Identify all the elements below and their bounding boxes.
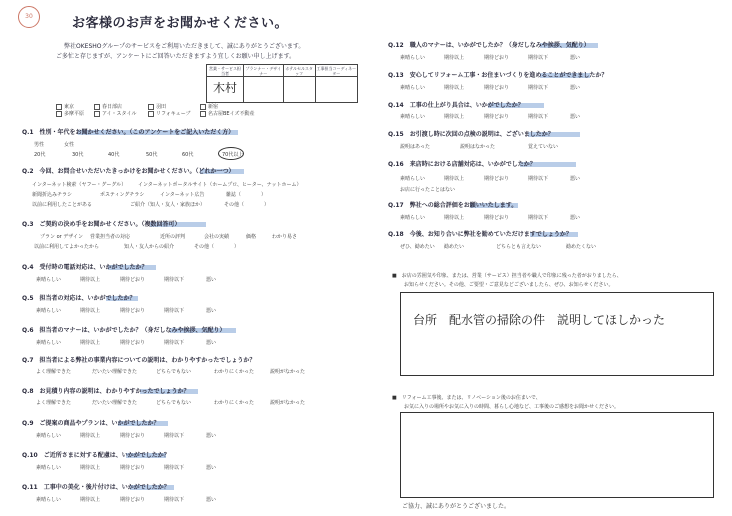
q1-option-8[interactable]: 70代以上 [222,152,244,158]
q9-option-5[interactable]: 悪い [206,433,217,439]
q16-option-6[interactable]: お店に行ったことはない [400,187,456,193]
q3-option-2[interactable]: 営業担当者の対応 [90,234,131,240]
q11-option-4[interactable]: 期待以下 [164,497,185,503]
q8-option-3[interactable]: どちらでもない [156,400,191,406]
q2-option-4[interactable]: ポスティングチラシ [100,192,145,198]
q6-option-2[interactable]: 期待以上 [80,340,101,346]
q5-option-5[interactable]: 悪い [206,308,217,314]
q11-option-1[interactable]: 素晴らしい [36,497,62,503]
q14-option-5[interactable]: 悪い [570,114,581,120]
q10-option-1[interactable]: 素晴らしい [36,465,62,471]
q9-option-2[interactable]: 期待以上 [80,433,101,439]
q8-option-1[interactable]: よく理解できた [36,400,72,406]
q2-option-7[interactable]: 以前に利用したことがある [32,202,93,208]
q11-option-3[interactable]: 期待どおり [120,497,146,503]
store-option-7: リフォキューブ [156,111,191,117]
q13-label: Q.13 安心してリフォーム工事・お住まいづくりを進めることができましたか？ [388,72,608,79]
q9-option-3[interactable]: 期待どおり [120,433,146,439]
q3-option-9[interactable]: その他（ ） [194,244,240,250]
store-option-4: 新宿 [208,104,219,110]
q5-option-1[interactable]: 素晴らしい [36,308,62,314]
q4-option-3[interactable]: 期待どおり [120,277,146,283]
q16-label: Q.16 来店時における店舗対応は、いかがでしたか？ [388,161,536,168]
q2-option-8[interactable]: ご紹介（知人・友人・家族ほか） [130,202,206,208]
q8-option-5[interactable]: 説明がなかった [270,400,306,406]
q2-option-5[interactable]: インターネット広告 [160,192,205,198]
q12-option-1[interactable]: 素晴らしい [400,55,426,61]
q5-option-4[interactable]: 期待以下 [164,308,185,314]
store-checkbox-4[interactable] [200,104,206,110]
q3-option-3[interactable]: 近所の評判 [160,234,186,240]
store-option-6: アイ・スタイル [102,111,137,117]
q1-option-4[interactable]: 30代 [72,152,84,158]
q6-label: Q.6 担当者のマナーは、いかがでしたか？（身だしなみや挨拶、気配り） [22,327,226,334]
q14-option-3[interactable]: 期待どおり [484,114,510,120]
q2-option-1[interactable]: インターネット検索（ヤフー・グーグル） [32,182,127,188]
q11-label: Q.11 工事中の美化・後片付けは、いかがでしたか？ [22,484,170,491]
q1-option-7[interactable]: 60代 [182,152,194,158]
q2-option-2[interactable]: インターネットポータルサイト（ホームプロ、ヒーター、ナットホーム） [138,182,302,188]
q2-option-3[interactable]: 新聞折込みチラシ [32,192,73,198]
q9-option-4[interactable]: 期待以下 [164,433,185,439]
q12-label: Q.12 職人のマナーは、いかがでしたか？（身だしなみや挨拶、気配り） [388,42,590,49]
q1-option-6[interactable]: 50代 [146,152,158,158]
store-option-3: 羽田 [156,104,167,110]
q13-option-1[interactable]: 素晴らしい [400,85,426,91]
staff-header-sales: 営業・サービス担当者 [207,65,244,77]
q11-option-2[interactable]: 期待以上 [80,497,101,503]
staff-cell-planner [243,77,283,103]
store-option-5: 多摩平原 [64,111,85,117]
staff-cell-coordinator [315,77,357,103]
q18-option-1[interactable]: ぜひ、勧めたい [400,244,435,250]
q3-option-6[interactable]: わかり易さ [272,234,298,240]
q13-option-4[interactable]: 期待以下 [528,85,549,91]
q16-option-5[interactable]: 悪い [570,176,581,182]
q10-option-4[interactable]: 期待以下 [164,465,185,471]
q15-label: Q.15 お引渡し時に次回の点検の説明は、ございましたか？ [388,131,554,138]
q7-option-3[interactable]: どちらでもない [156,369,191,375]
q14-option-1[interactable]: 素晴らしい [400,114,426,120]
q12-option-4[interactable]: 期待以下 [528,55,549,61]
q2-label: Q.2 今回、お問合せいただいたきっかけをお聞かせください。（どれか一つ） [22,168,235,175]
q15-option-2[interactable]: 説明はなかった [460,144,496,150]
q18-option-2[interactable]: 勧めたい [444,244,465,250]
q5-label: Q.5 担当者の対応は、いかがでしたか？ [22,295,136,302]
q7-option-2[interactable]: だいたい理解できた [92,369,138,375]
q18-option-3[interactable]: どちらとも言えない [496,244,542,250]
comment1-prompt-line-1: ■ お店の雰囲気や印象、または、営業（サービス）担当者や職人で印象に残った者がおりましたら、 [392,273,622,279]
q3-option-7[interactable]: 以前に利用してよかったから [34,244,100,250]
q4-option-2[interactable]: 期待以上 [80,277,101,283]
store-checkbox-3[interactable] [148,104,154,110]
staff-header-coordinator: 工事担当コーディネーター [316,65,357,76]
comment2-prompt-line-1: ■ リフォーム工事後、または、リノベーション後のお住まいで、 [392,395,541,401]
q10-label: Q.10 ご近所さまに対する配慮は、いかがでしたか？ [22,452,170,459]
store-checkbox-5[interactable] [56,111,62,117]
q18-label: Q.18 今後、お知り合いに弊社を勧めていただけますでしょうか？ [388,231,572,238]
store-checkbox-2[interactable] [94,104,100,110]
q3-option-8[interactable]: 知人・友人からの紹介 [124,244,175,250]
staff-header-hotel: ホテルセルスタッフ [283,65,315,77]
intro-line-2: ご多忙と存じますが、アンケートにご回答いただきますよう宜しくお願い申し上げます。 [56,53,296,60]
q7-option-5[interactable]: 説明がなかった [270,369,306,375]
q17-label: Q.17 弊社への総合評価をお願いいたします。 [388,202,518,209]
q16-option-1[interactable]: 素晴らしい [400,176,426,182]
q8-option-2[interactable]: だいたい理解できた [92,400,138,406]
q14-label: Q.14 工事の仕上がり具合は、いかがでしたか？ [388,102,524,109]
q3-option-5[interactable]: 価格 [246,234,257,240]
intro-line-1: 弊社OKESHOグループのサービスをご利用いただきまして、誠にありがとうございます。 [64,43,305,50]
comment1-handwritten: 台所 配水管の掃除の件 説明してほしかった [413,313,666,327]
closing-text: ご協力、誠にありがとうございました。 [402,503,511,510]
stamp-number: 30 [25,13,33,20]
q18-option-4[interactable]: 勧めたくない [566,244,597,250]
comment1-prompt-line-2: お知らせください。その他、ご要望・ご意見などございましたら、ぜひ、お知らせください。 [404,282,614,288]
q12-option-2[interactable]: 期待以上 [444,55,465,61]
q8-label: Q.8 お見積り内容の説明は、わかりやすかったでしょうか？ [22,388,190,395]
q17-option-5[interactable]: 悪い [570,215,581,221]
receipt-stamp [18,6,40,28]
comment1-box[interactable] [400,292,714,376]
q1-label: Q.1 性別・年代をお聞かせください。（このアンケートをご記入いただく方） [22,129,235,136]
comment2-box[interactable] [400,412,714,498]
q6-option-1[interactable]: 素晴らしい [36,340,62,346]
q14-option-2[interactable]: 期待以上 [444,114,465,120]
q2-option-9[interactable]: その他（ ） [224,202,270,208]
q7-label: Q.7 担当者による弊社の事業内容についての説明は、わかりやすかったでしょうか？ [22,357,256,364]
q15-option-1[interactable]: 説明はあった [400,144,430,150]
comment2-prompt-line-2: お気に入りの場所やお気に入りの時間、暮らし心地など、工事後のご感想をお聞かせください。 [404,404,620,410]
q4-option-1[interactable]: 素晴らしい [36,277,62,283]
staff-name-handwritten: 木村 [212,81,237,95]
q13-option-5[interactable]: 悪い [570,85,581,91]
q14-option-4[interactable]: 期待以下 [528,114,549,120]
q9-label: Q.9 ご提案の商品やプランは、いかがでしたか？ [22,420,160,427]
staff-table [206,64,358,103]
q4-option-5[interactable]: 悪い [206,277,217,283]
q17-option-1[interactable]: 素晴らしい [400,215,426,221]
q6-option-4[interactable]: 期待以下 [164,340,185,346]
q7-option-1[interactable]: よく理解できた [36,369,72,375]
q8-option-4[interactable]: わかりにくかった [214,400,255,406]
q1-option-2[interactable]: 女性 [64,142,75,148]
q7-option-4[interactable]: わかりにくかった [214,369,255,375]
staff-cell-sales [207,77,244,103]
q16-option-4[interactable]: 期待以下 [528,176,549,182]
q11-option-5[interactable]: 悪い [206,497,217,503]
q16-option-2[interactable]: 期待以上 [444,176,465,182]
q4-option-4[interactable]: 期待以下 [164,277,185,283]
q6-option-3[interactable]: 期待どおり [120,340,146,346]
q12-option-3[interactable]: 期待どおり [484,55,510,61]
q3-option-1[interactable]: プラン or デザイン [40,234,83,240]
q13-option-2[interactable]: 期待以上 [444,85,465,91]
q9-option-1[interactable]: 素晴らしい [36,433,62,439]
staff-cell-hotel [283,77,315,103]
q12-option-5[interactable]: 悪い [570,55,581,61]
q1-option-3[interactable]: 20代 [34,152,46,158]
q10-option-2[interactable]: 期待以上 [80,465,101,471]
q10-option-3[interactable]: 期待どおり [120,465,146,471]
store-checkbox-7[interactable] [148,111,154,117]
store-checkbox-1[interactable] [56,104,62,110]
q5-option-2[interactable]: 期待以上 [80,308,101,314]
q17-option-2[interactable]: 期待以上 [444,215,465,221]
q17-option-4[interactable]: 期待以下 [528,215,549,221]
q3-label: Q.3 ご契約の決め手をお聞かせください。（複数回答可） [22,221,181,228]
store-option-2: 春日部店 [102,104,123,110]
store-option-1: 東京 [64,104,75,110]
q1-option-5[interactable]: 40代 [108,152,120,158]
q15-option-3[interactable]: 覚えていない [528,144,559,150]
q2-option-6[interactable]: 雑誌（ ） [226,192,267,198]
store-checkbox-6[interactable] [94,111,100,117]
q4-label: Q.4 受付時の電話対応は、いかがでしたか？ [22,264,148,271]
staff-header-planner: プランナー・デザイナー [245,65,282,76]
q16-option-3[interactable]: 期待どおり [484,176,510,182]
q17-option-3[interactable]: 期待どおり [484,215,510,221]
q6-option-5[interactable]: 悪い [206,340,217,346]
q1-option-1[interactable]: 男性 [34,142,45,148]
q5-option-3[interactable]: 期待どおり [120,308,146,314]
page-title: お客様のお声をお聞かせください。 [72,16,289,31]
q13-option-3[interactable]: 期待どおり [484,85,510,91]
q10-option-5[interactable]: 悪い [206,465,217,471]
store-checkbox-8[interactable] [200,111,206,117]
q3-option-4[interactable]: 会社の実績 [204,234,230,240]
store-option-8: 名古屋BEイズ不動産 [208,111,255,117]
